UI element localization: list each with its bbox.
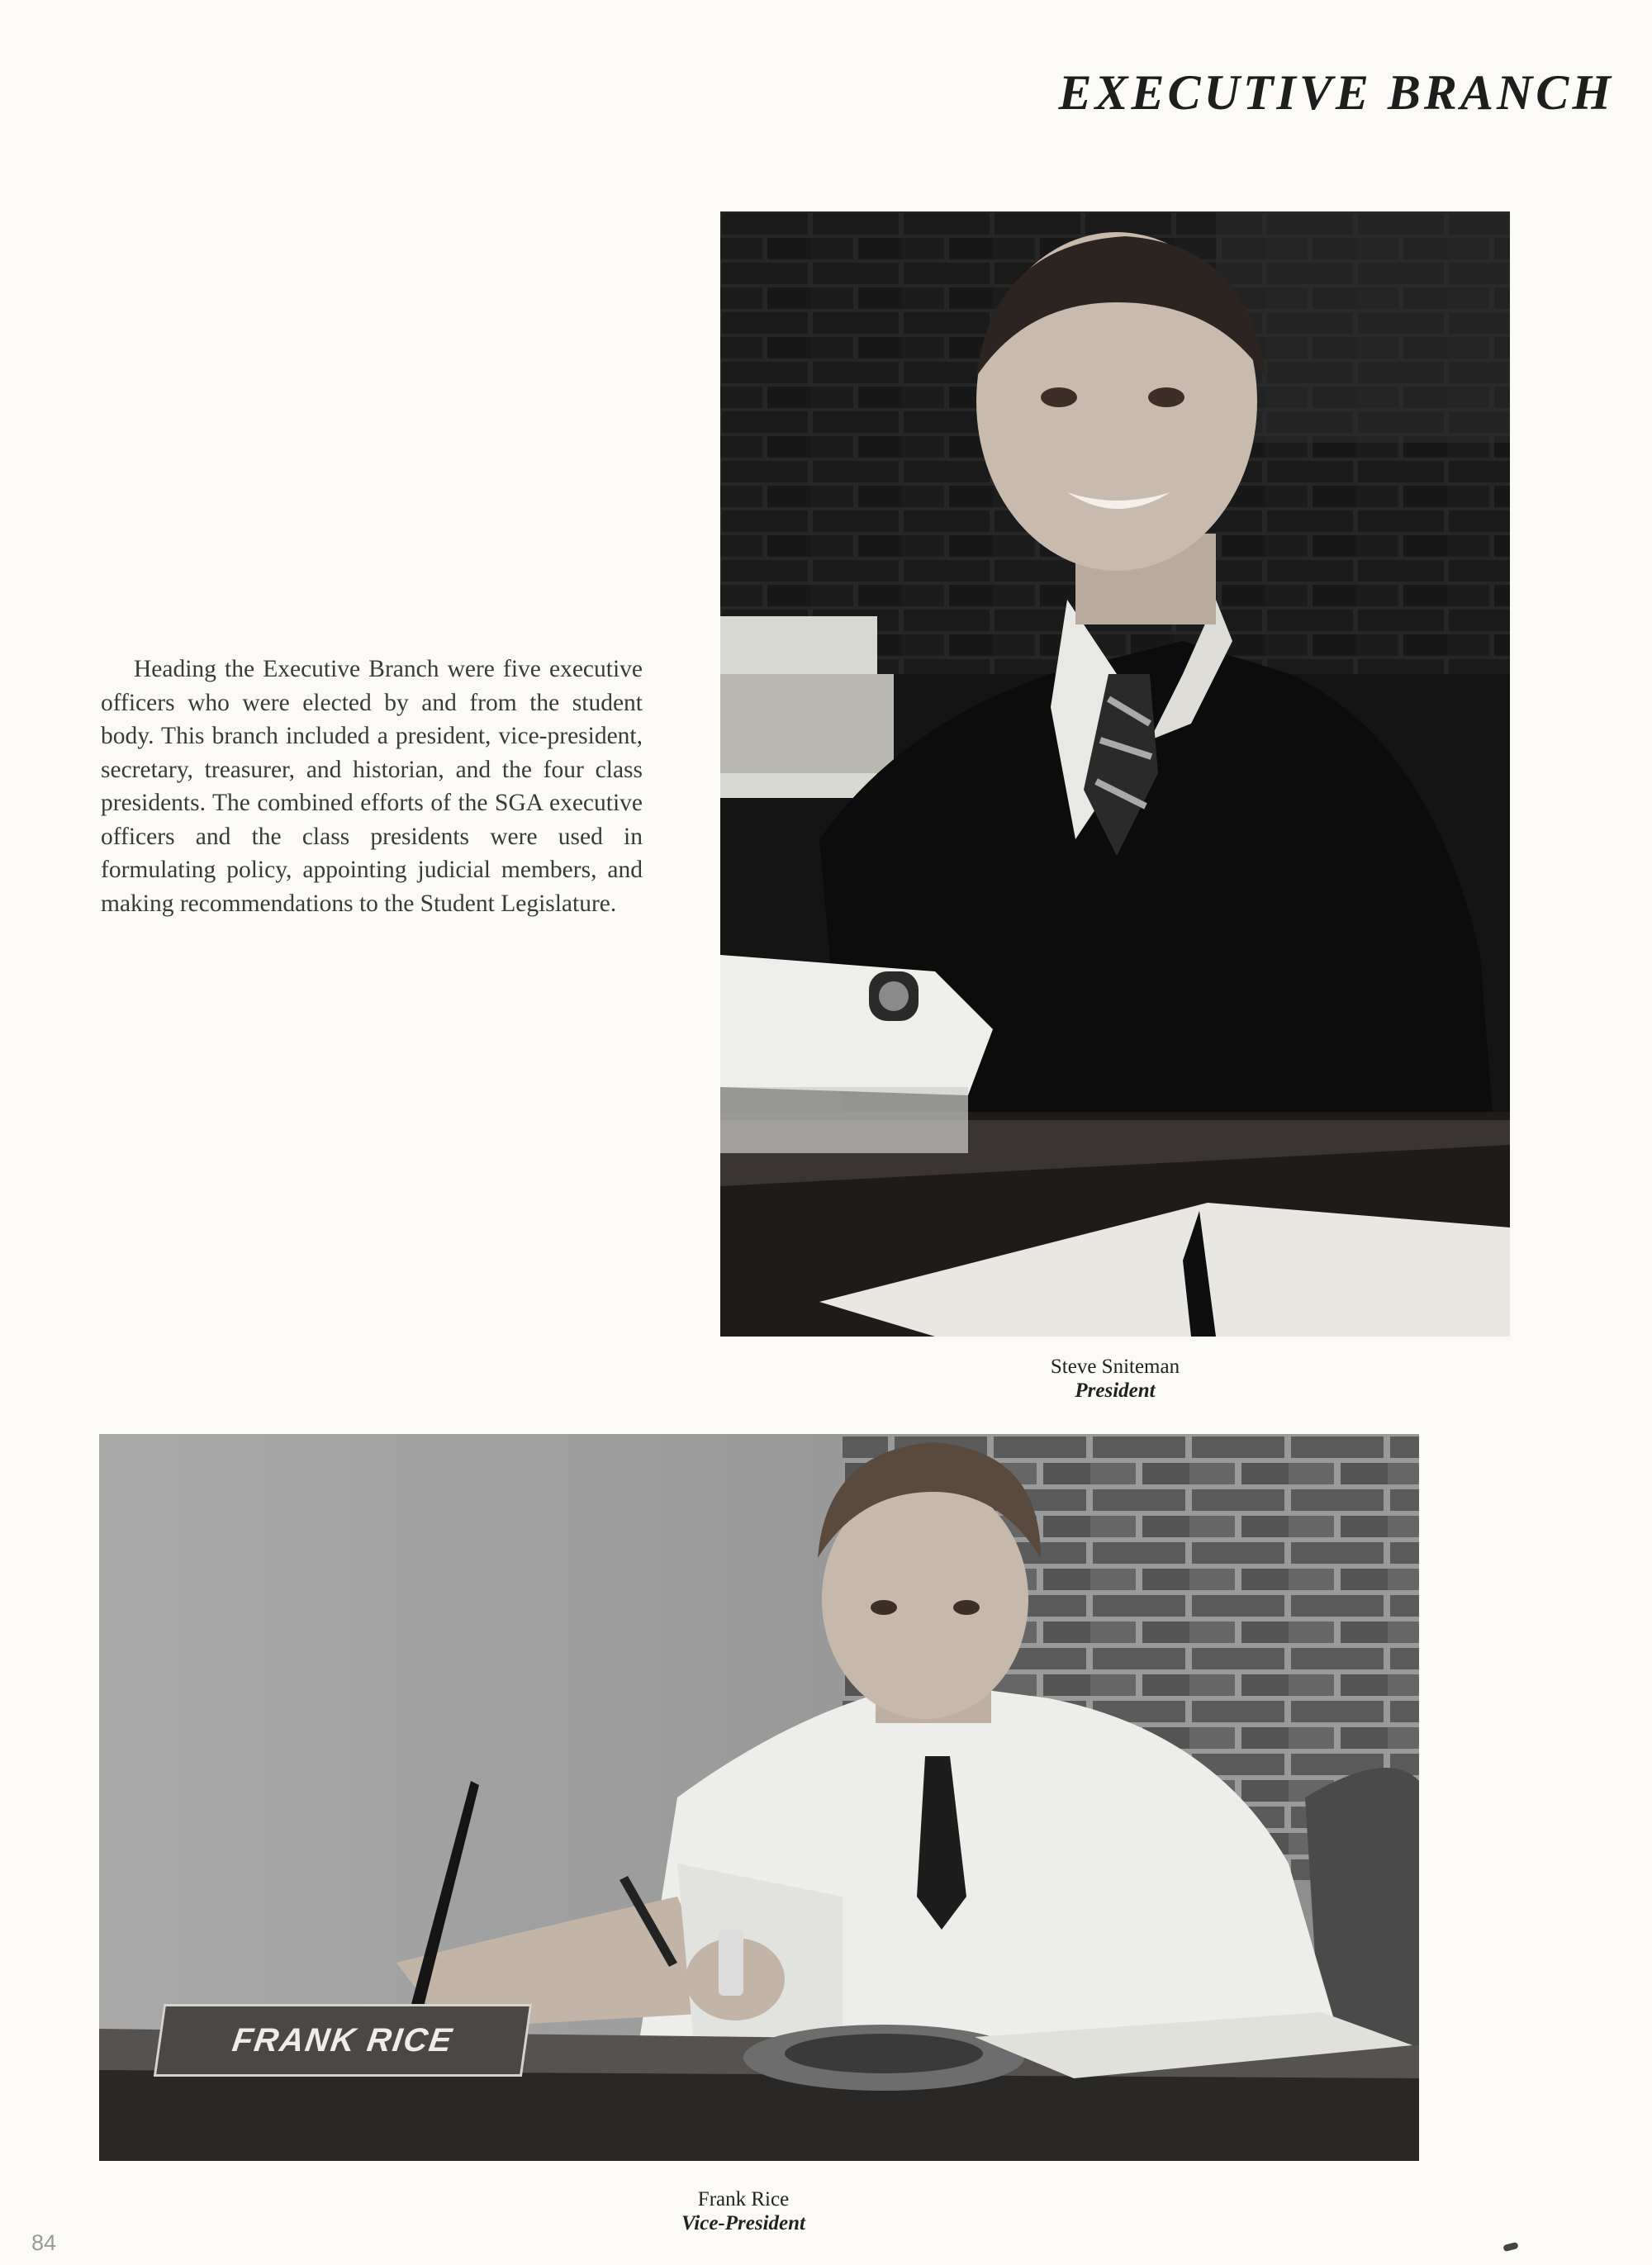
vice-president-name: Frank Rice bbox=[697, 2188, 790, 2210]
nameplate-text: FRANK RICE bbox=[230, 2021, 456, 2058]
page-number: 84 bbox=[31, 2230, 57, 2255]
intro-paragraph: Heading the Executive Branch were five executive officers who were elected by and from the student body. This branch included a president, vice-president, secretary, treasurer, and historian, and the four class presidents. The combined efforts of the SGA executive officers and the class presidents were used in formulating policy, appointing judicial members, and making recommendations to the Student Legislature. bbox=[101, 656, 643, 917]
print-mark bbox=[1502, 2242, 1518, 2252]
president-caption bbox=[950, 1355, 1280, 1403]
vice-president-caption bbox=[578, 2187, 909, 2235]
president-role: President bbox=[1075, 1379, 1156, 1402]
president-name: Steve Sniteman bbox=[1050, 1356, 1180, 1378]
section-title: EXECUTIVE BRANCH bbox=[1058, 65, 1614, 120]
president-photo bbox=[720, 211, 1510, 1337]
vice-president-photo bbox=[99, 1434, 1419, 2161]
vice-president-role: Vice-President bbox=[681, 2212, 805, 2234]
nameplate bbox=[154, 2004, 532, 2077]
